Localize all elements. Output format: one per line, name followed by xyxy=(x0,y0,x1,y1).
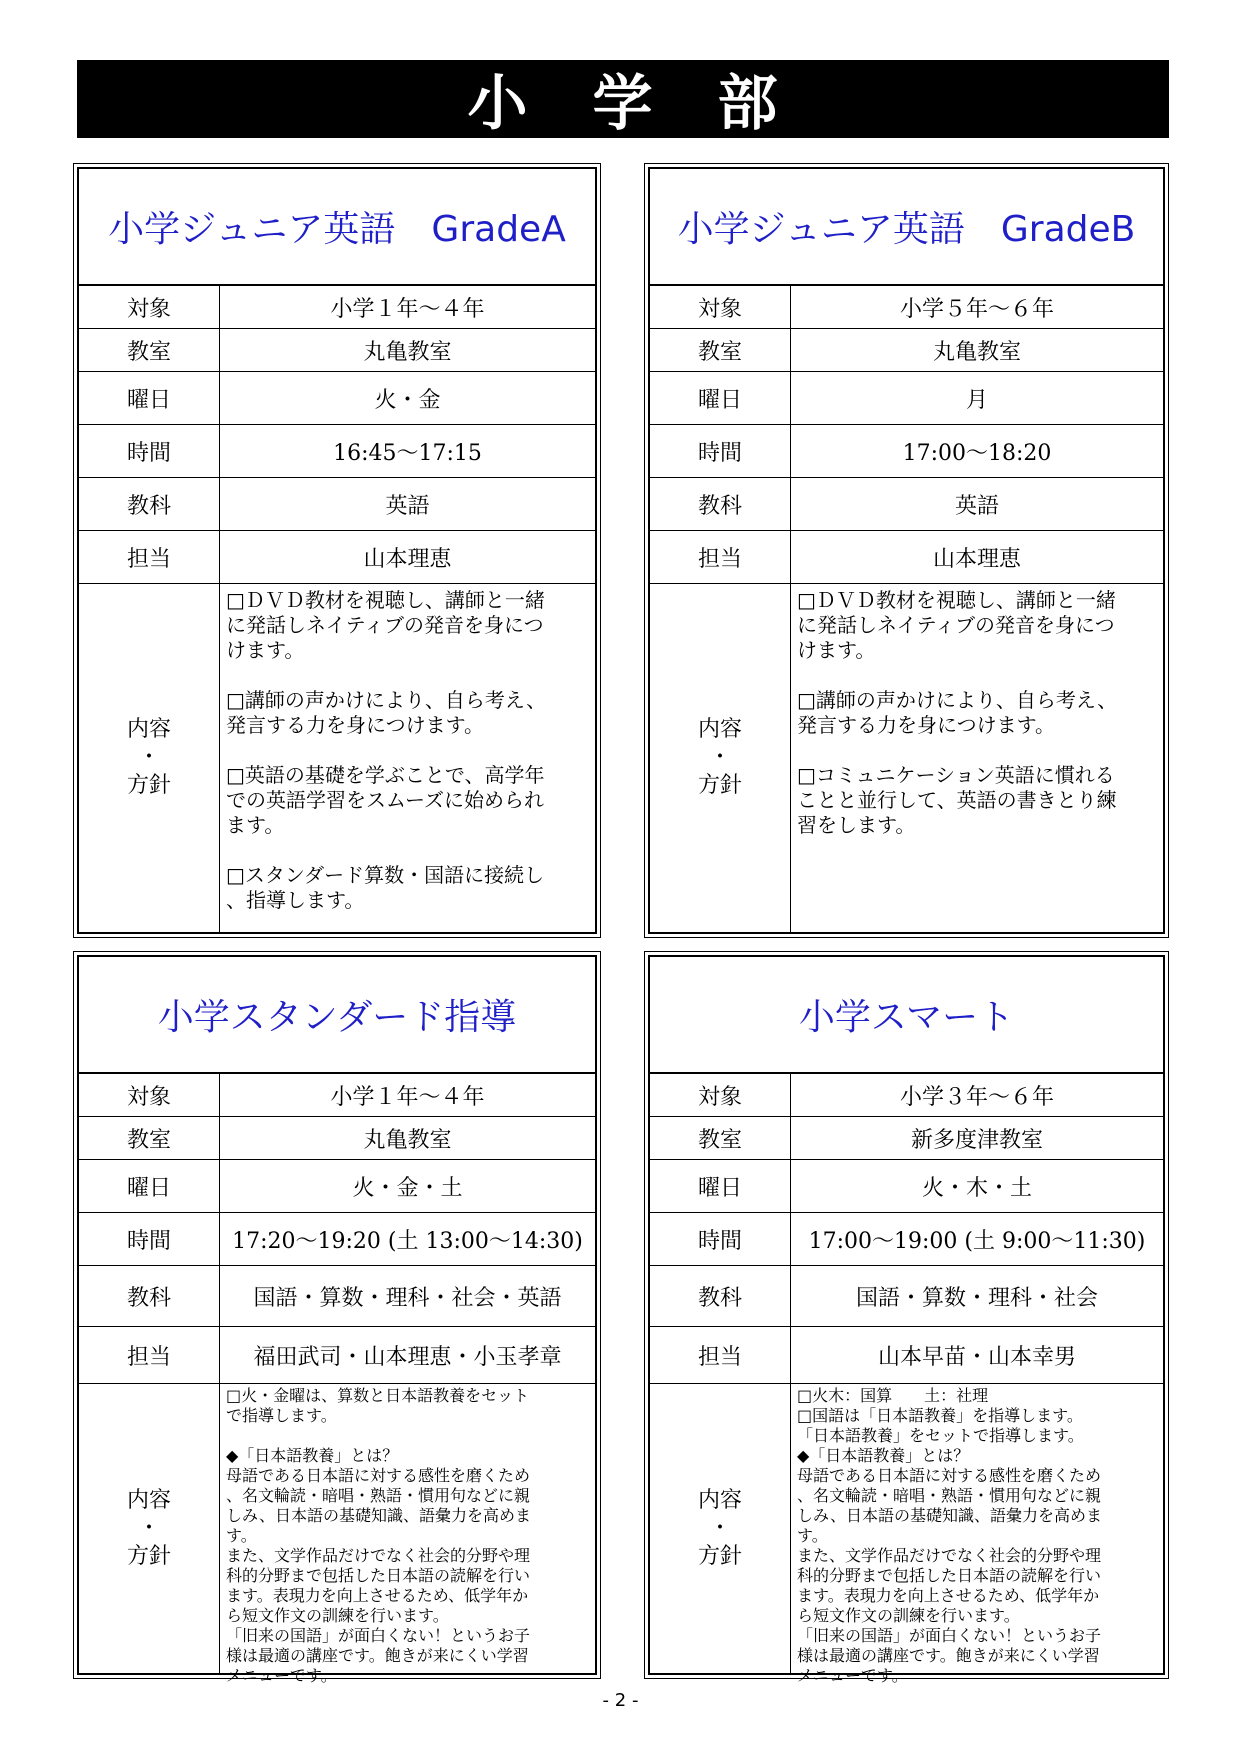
value-time: 17:00～19:00 (土 9:00～11:30) xyxy=(808,1228,1146,1254)
value-subject: 英語 xyxy=(385,493,430,519)
value-target: 小学３年～６年 xyxy=(899,1084,1054,1110)
banner-char-3: 部 xyxy=(717,69,779,139)
label-room: 教室 xyxy=(650,329,791,371)
row-content xyxy=(79,584,595,932)
row-subject xyxy=(79,478,595,531)
value-day: 月 xyxy=(965,387,988,413)
row-content xyxy=(79,1384,595,1685)
row-subject xyxy=(650,478,1163,531)
label-teacher: 担当 xyxy=(79,531,220,583)
value-day: 火・金 xyxy=(374,387,441,413)
label-room: 教室 xyxy=(650,1117,791,1159)
row-room xyxy=(79,329,595,372)
label-target: 対象 xyxy=(79,286,220,328)
row-time xyxy=(79,425,595,478)
course-title: 小学ジュニア英語 GradeB xyxy=(650,169,1163,286)
label-content-top: 内容 xyxy=(126,717,171,742)
label-content xyxy=(650,584,791,932)
row-subject xyxy=(650,1266,1163,1327)
label-subject: 教科 xyxy=(79,1266,220,1326)
value-day: 火・金・土 xyxy=(352,1175,463,1201)
label-day: 曜日 xyxy=(650,372,791,424)
value-time: 17:00～18:20 xyxy=(902,440,1052,466)
label-content xyxy=(79,584,220,932)
row-content xyxy=(650,1384,1163,1685)
label-time: 時間 xyxy=(650,425,791,477)
value-time: 17:20～19:20 (土 13:00～14:30) xyxy=(232,1228,583,1254)
label-time: 時間 xyxy=(650,1213,791,1265)
value-content: □火・金曜は、算数と日本語教養をセット で指導します。 ◆「日本語教養」とは？ 母語である日本語に対する感性を磨くため 、名文輪読・暗唱・熟語・慣用句などに親 しみ、日本語の基礎知識、語彙力を高めま す。 また、文学作品だけでなく社会的分野や理 科的分野まで包括した日本語の読解を行い ます。表現力を向上させるため、低学年か ら短文作文の訓練を行います。 「旧来の国語」が面白くない！というお子 様は最適の講座です。飽きが来にくい学習 メニューです。 xyxy=(226,1386,531,1685)
row-day xyxy=(79,1160,595,1213)
label-day: 曜日 xyxy=(650,1160,791,1212)
label-target: 対象 xyxy=(79,1074,220,1116)
value-subject: 国語・算数・理科・社会 xyxy=(855,1285,1098,1311)
course-card-grade-b xyxy=(644,163,1169,938)
label-target: 対象 xyxy=(650,286,791,328)
label-day: 曜日 xyxy=(79,1160,220,1212)
label-subject: 教科 xyxy=(650,1266,791,1326)
course-title: 小学ジュニア英語 GradeA xyxy=(79,169,595,286)
label-content xyxy=(650,1384,791,1673)
row-time xyxy=(79,1213,595,1266)
row-room xyxy=(650,1117,1163,1160)
row-target xyxy=(650,1074,1163,1117)
row-teacher xyxy=(79,1327,595,1384)
value-teacher: 福田武司・山本理恵・小玉孝章 xyxy=(253,1344,562,1370)
label-day: 曜日 xyxy=(79,372,220,424)
row-content xyxy=(650,584,1163,932)
value-target: 小学１年～４年 xyxy=(330,1084,485,1110)
label-subject: 教科 xyxy=(650,478,791,530)
value-target: 小学１年～４年 xyxy=(330,296,485,322)
label-target: 対象 xyxy=(650,1074,791,1116)
value-subject: 英語 xyxy=(954,493,999,519)
label-teacher: 担当 xyxy=(79,1327,220,1383)
value-content: □ＤＶＤ教材を視聴し、講師と一緒 に発話しネイティブの発音を身につ けます。 □講師の声かけにより、自ら考え、 発言する力を身につけます。 □コミュニケーション英語に慣れる ことと並行して、英語の書きとり練 習をします。 xyxy=(797,588,1118,837)
value-content: □火木：国算 土：社理 □国語は「日本語教養」を指導します。 「日本語教養」をセットで指導します。 ◆「日本語教養」とは？ 母語である日本語に対する感性を磨くため 、名文輪読・暗唱・熟語・慣用句などに親 しみ、日本語の基礎知識、語彙力を高めま す。 また、文学作品だけでなく社会的分野や理 科的分野まで包括した日本語の読解を行い ます。表現力を向上させるため、低学年か ら短文作文の訓練を行います。 「旧来の国語」が面白くない！というお子 様は最適の講座です。飽きが来にくい学習 メニューです。 xyxy=(797,1386,1102,1685)
banner-char-1: 小 xyxy=(467,69,529,139)
value-teacher: 山本理恵 xyxy=(363,546,452,572)
label-content-top: 内容 xyxy=(697,717,742,742)
label-content-top: 内容 xyxy=(126,1487,171,1513)
page-number: - 2 - xyxy=(602,1690,639,1711)
row-teacher xyxy=(650,531,1163,584)
row-time xyxy=(650,425,1163,478)
course-title: 小学スタンダード指導 xyxy=(79,957,595,1074)
row-target xyxy=(79,1074,595,1117)
course-card-grade-a xyxy=(73,163,601,938)
label-content-bottom: 方針 xyxy=(126,773,171,798)
value-teacher: 山本早苗・山本幸男 xyxy=(877,1344,1076,1370)
course-title: 小学スマート xyxy=(650,957,1163,1074)
label-time: 時間 xyxy=(79,425,220,477)
label-content-dot: ・ xyxy=(137,745,160,770)
label-content-dot: ・ xyxy=(708,745,731,770)
row-room xyxy=(79,1117,595,1160)
row-day xyxy=(650,1160,1163,1213)
label-time: 時間 xyxy=(79,1213,220,1265)
label-content-dot: ・ xyxy=(137,1515,160,1541)
label-subject: 教科 xyxy=(79,478,220,530)
label-content-top: 内容 xyxy=(697,1487,742,1513)
row-day xyxy=(650,372,1163,425)
value-time: 16:45～17:15 xyxy=(333,440,482,466)
value-subject: 国語・算数・理科・社会・英語 xyxy=(253,1285,562,1311)
label-content xyxy=(79,1384,220,1673)
value-teacher: 山本理恵 xyxy=(932,546,1021,572)
course-card-smart xyxy=(644,951,1169,1685)
value-room: 丸亀教室 xyxy=(363,1127,452,1153)
row-day xyxy=(79,372,595,425)
value-target: 小学５年～６年 xyxy=(899,296,1054,322)
row-time xyxy=(650,1213,1163,1266)
label-content-bottom: 方針 xyxy=(126,1543,171,1569)
value-room: 丸亀教室 xyxy=(932,339,1021,365)
label-content-bottom: 方針 xyxy=(697,1543,742,1569)
banner-char-2: 学 xyxy=(592,69,654,139)
label-room: 教室 xyxy=(79,329,220,371)
course-card-standard xyxy=(73,951,601,1685)
label-teacher: 担当 xyxy=(650,1327,791,1383)
value-room: 丸亀教室 xyxy=(363,339,452,365)
value-room: 新多度津教室 xyxy=(910,1127,1043,1153)
section-banner xyxy=(77,60,1169,138)
label-room: 教室 xyxy=(79,1117,220,1159)
row-teacher xyxy=(650,1327,1163,1384)
label-content-dot: ・ xyxy=(708,1515,731,1541)
label-teacher: 担当 xyxy=(650,531,791,583)
row-room xyxy=(650,329,1163,372)
row-target xyxy=(79,286,595,329)
row-subject xyxy=(79,1266,595,1327)
value-day: 火・木・土 xyxy=(921,1175,1032,1201)
row-target xyxy=(650,286,1163,329)
row-teacher xyxy=(79,531,595,584)
label-content-bottom: 方針 xyxy=(697,773,742,798)
value-content: □ＤＶＤ教材を視聴し、講師と一緒 に発話しネイティブの発音を身につ けます。 □講師の声かけにより、自ら考え、 発言する力を身につけます。 □英語の基礎を学ぶことで、高学年 での英語学習をスムーズに始められ ます。 □スタンダード算数・国語に接続し 、指導します。 xyxy=(226,588,547,912)
